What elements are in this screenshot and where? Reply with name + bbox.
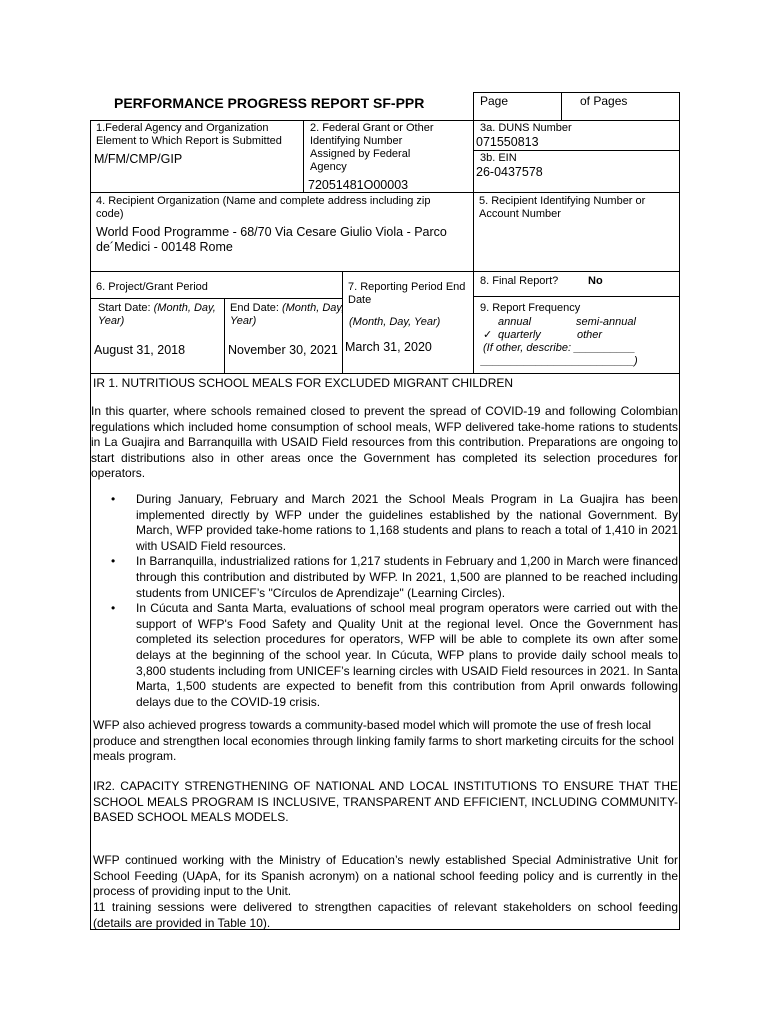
ir2-heading: IR2. CAPACITY STRENGTHENING OF NATIONAL AND LOCAL INSTITUTIONS TO ENSURE THAT THE SCHOOL MEALS PROGRAM IS INCLUSIVE, TRANSPARENT AND EFFICIENT, INCLUDING COMMUNITY-BASED SCHOOL MEALS MODELS. [93, 779, 678, 825]
ir1-heading: IR 1. NUTRITIOUS SCHOOL MEALS FOR EXCLUDED MIGRANT CHILDREN [93, 376, 514, 390]
box3b-label: 3b. EIN [480, 152, 517, 164]
box4-label: 4. Recipient Organization (Name and complete address including zip code) [96, 195, 431, 220]
end-date-label: End Date: (Month, Day, Year) [230, 302, 345, 327]
list-item: • During January, February and March 2021 the School Meals Program in La Guajira has been implemented directly by WFP under the guidelines established by the national Government. By March, WFP provided take-home rations to 1,168 students and plans to reach a total of 1,410 in 2021 with USAID Field resources. [111, 492, 678, 553]
paragraph-1: In this quarter, where schools remained closed to prevent the spread of COVID-19 and following Colombian regulations which included home consumption of school meals, WFP delivered take-home rations to students in La Guajira and Barranquilla with USAID Field resources from this contribution. Preparations are ongoing to start distributions also in other areas once the Government has completed its selection procedures for operators. [91, 404, 678, 481]
reporting-period-value: March 31, 2020 [345, 340, 432, 354]
paragraph-2: WFP also achieved progress towards a community-based model which will promote the use of fresh local produce and strengthen local economies through linking family farms to short marketing circuits for the school meals program. [93, 718, 674, 764]
bullet-list [111, 492, 678, 710]
box3a-label: 3a. DUNS Number [480, 122, 572, 134]
list-item: • In Cúcuta and Santa Marta, evaluations of school meal program operators were carried out with the support of WFP's Food Safety and Quality Unit at the regional level. Once the Government has completed its selection procedures for operators, WFP will be able to complete its own after some delays at the beginning of the school year. In Cúcuta, WFP plans to provide daily school meals to 3,800 students including from UNICEF’s learning circles with USAID Field resources in 2021. In Santa Marta, 1,500 students are expected to benefit from this contribution from April onwards following delays due to the COVID-19 crisis. [111, 601, 678, 709]
list-item: • In Barranquilla, industrialized rations for 1,217 students in February and 1,200 in March were financed through this contribution and distributed by WFP. In 2021, 1,500 are planned to be reached including students from UNICEF’s "Círculos de Aprendizaje" (Learning Circles). [111, 554, 678, 600]
check-icon: ✓ [483, 329, 493, 341]
box7-sublabel: (Month, Day, Year) [349, 316, 441, 328]
page-label: Page [480, 94, 509, 108]
freq-other: other [577, 329, 603, 341]
end-date-value: November 30, 2021 [228, 343, 338, 357]
box5-label: 5. Recipient Identifying Number or Account Number [479, 195, 646, 220]
box1-value: M/FM/CMP/GIP [94, 152, 183, 166]
start-date-label: Start Date: (Month, Day, Year) [98, 302, 216, 327]
paragraph-3: WFP continued working with the Ministry of Education’s newly established Special Administrative Unit for School Feeding (UApA, for its Spanish acronym) on a national school feeding policy and is currently in the process of providing input to the Unit. [93, 853, 678, 899]
freq-quarterly: quarterly [498, 329, 541, 341]
box2-label: 2. Federal Grant or Other Identifying Number Assigned by Federal Agency [310, 122, 434, 173]
paragraph-4: 11 training sessions were delivered to strengthen capacities of relevant stakeholders on school feeding (details are provided in Table 10). [93, 900, 678, 930]
final-report-value: No [588, 275, 603, 287]
box3b-value: 26-0437578 [476, 165, 543, 179]
start-date-value: August 31, 2018 [94, 343, 186, 357]
box4-value: World Food Programme - 68/70 Via Cesare Giulio Viola - Parco de´Medici - 00148 Rome [96, 225, 447, 254]
box2-value: 72051481O00003 [308, 178, 409, 192]
box9-label: 9. Report Frequency [480, 302, 581, 314]
page-title: PERFORMANCE PROGRESS REPORT SF-PPR [114, 95, 425, 111]
box6-label: 6. Project/Grant Period [96, 281, 208, 293]
box3a-value: 071550813 [476, 135, 539, 149]
freq-if-other-line2: _________________________) [481, 355, 638, 367]
box1-label: 1.Federal Agency and Organization Element to Which Report is Submitted [96, 122, 282, 147]
of-pages-label: of Pages [580, 94, 628, 108]
freq-if-other: (If other, describe: __________ [483, 342, 636, 354]
freq-annual: annual [498, 316, 532, 328]
box8-label: 8. Final Report? [480, 275, 559, 287]
box7-label: 7. Reporting Period End Date [348, 281, 466, 306]
freq-semi-annual: semi-annual [576, 316, 636, 328]
